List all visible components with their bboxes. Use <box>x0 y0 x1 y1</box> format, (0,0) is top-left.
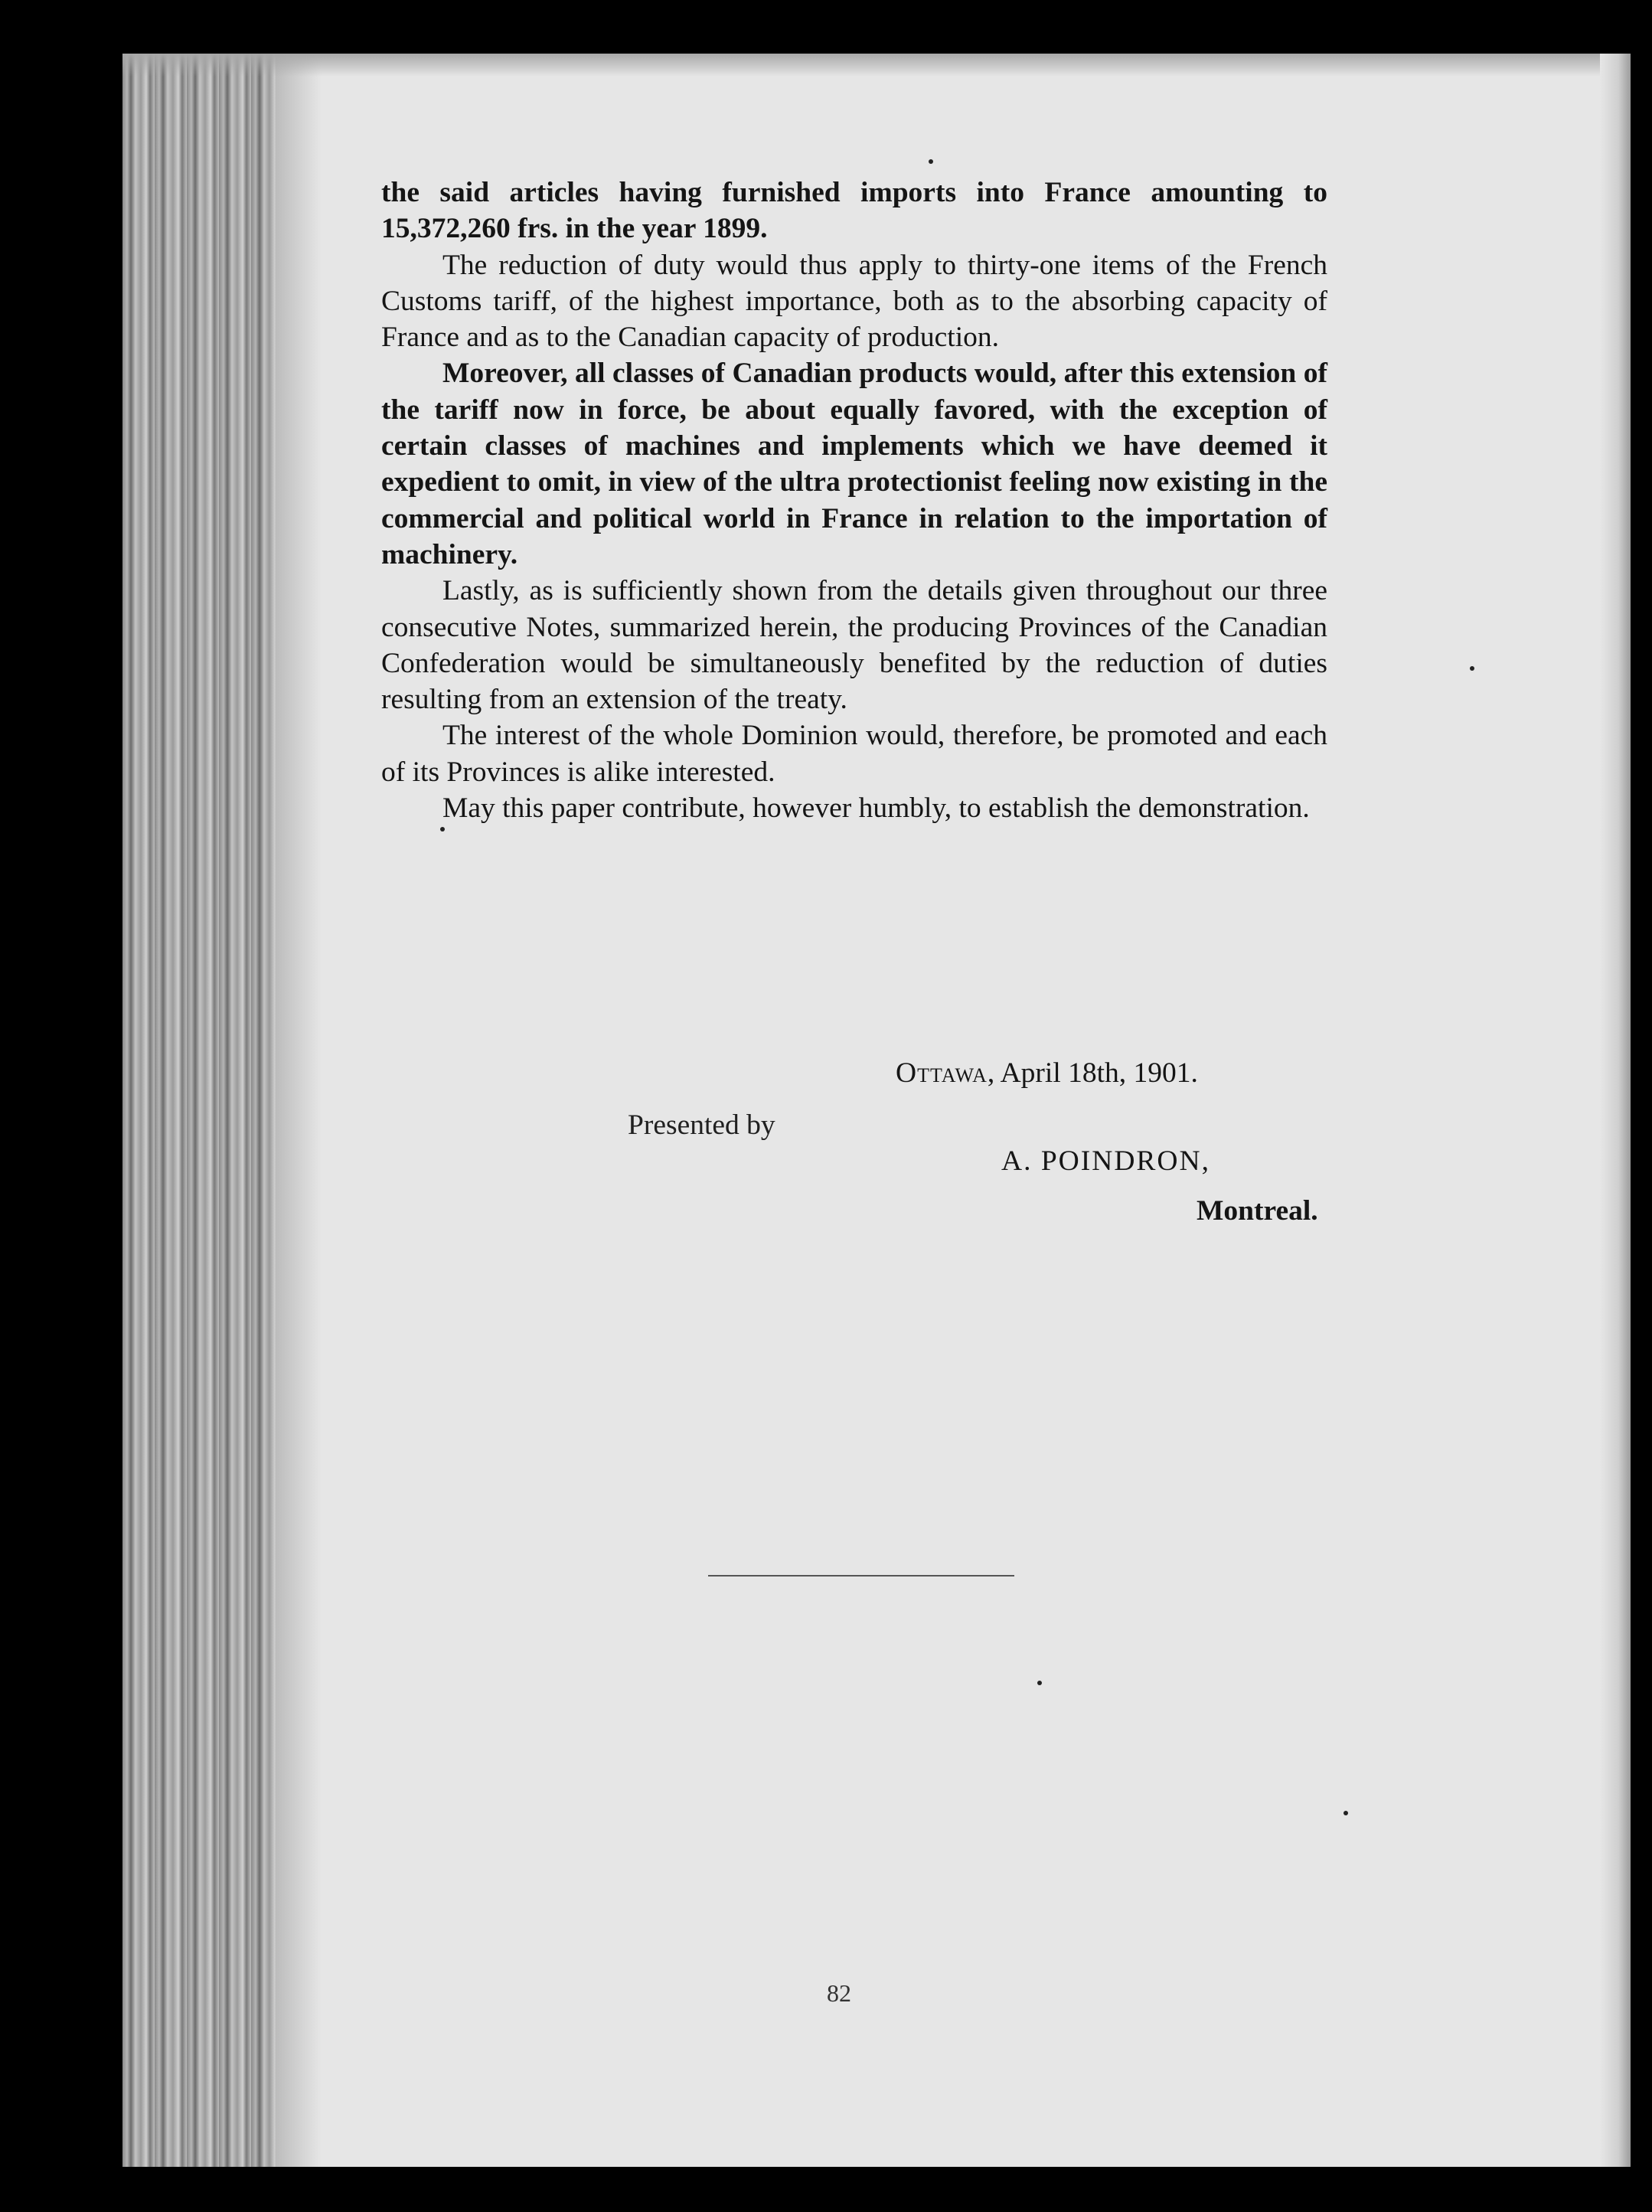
speck-mark <box>1470 666 1474 671</box>
closing-rule <box>708 1575 1014 1576</box>
paragraph-3: Moreover, all classes of Canadian products would, after this extension of the tariff now in force, be about equally favored, with the exception of certain classes of machines and implements which we have deemed it expedient to omit, in view of the ultra protectionist feeling now existing in the commercial and political world in France in relation to the importation of machinery. <box>381 358 1327 570</box>
paragraph-6: May this paper contribute, however humbly, to establish the demonstration. <box>442 792 1310 825</box>
right-page-edge <box>1600 54 1631 2167</box>
author-name: A. POINDRON, <box>1001 1145 1210 1177</box>
paragraph-2: The reduction of duty would thus apply to thirty-one items of the French Customs tariff, of the highest importance, both as to the absorbing capacity of France and as to the Canadian capacity of production. <box>381 249 1327 354</box>
binding-shadow <box>276 54 322 2167</box>
top-shadow <box>122 54 1631 77</box>
speck-mark <box>929 159 933 164</box>
speck-mark <box>1343 1811 1348 1815</box>
speck-mark <box>1037 1681 1042 1685</box>
page-binding-edge <box>122 54 276 2167</box>
dateline-city: Ottawa <box>896 1057 988 1089</box>
presented-by-label: Presented by <box>628 1109 775 1141</box>
paragraph-1: the said articles having furnished imports into France amounting to 15,372,260 frs. in the year 1899. <box>381 177 1327 245</box>
paragraph-4: Lastly, as is sufficiently shown from the details given throughout our three consecutive Notes, summarized herein, the producing Provinces of the Canadian Confederation would be simultaneously benefited by the reduction of duties resulting from an extension of the treaty. <box>381 575 1327 716</box>
author-place: Montreal. <box>1197 1195 1318 1227</box>
speck-mark <box>440 827 445 832</box>
paragraph-5: The interest of the whole Dominion would, therefore, be promoted and each of its Provinces is alike interested. <box>381 720 1327 788</box>
body-text <box>381 175 1327 826</box>
dateline <box>896 1057 1409 1090</box>
page-number: 82 <box>827 1979 851 2007</box>
dateline-date: , April 18th, 1901. <box>987 1057 1198 1089</box>
